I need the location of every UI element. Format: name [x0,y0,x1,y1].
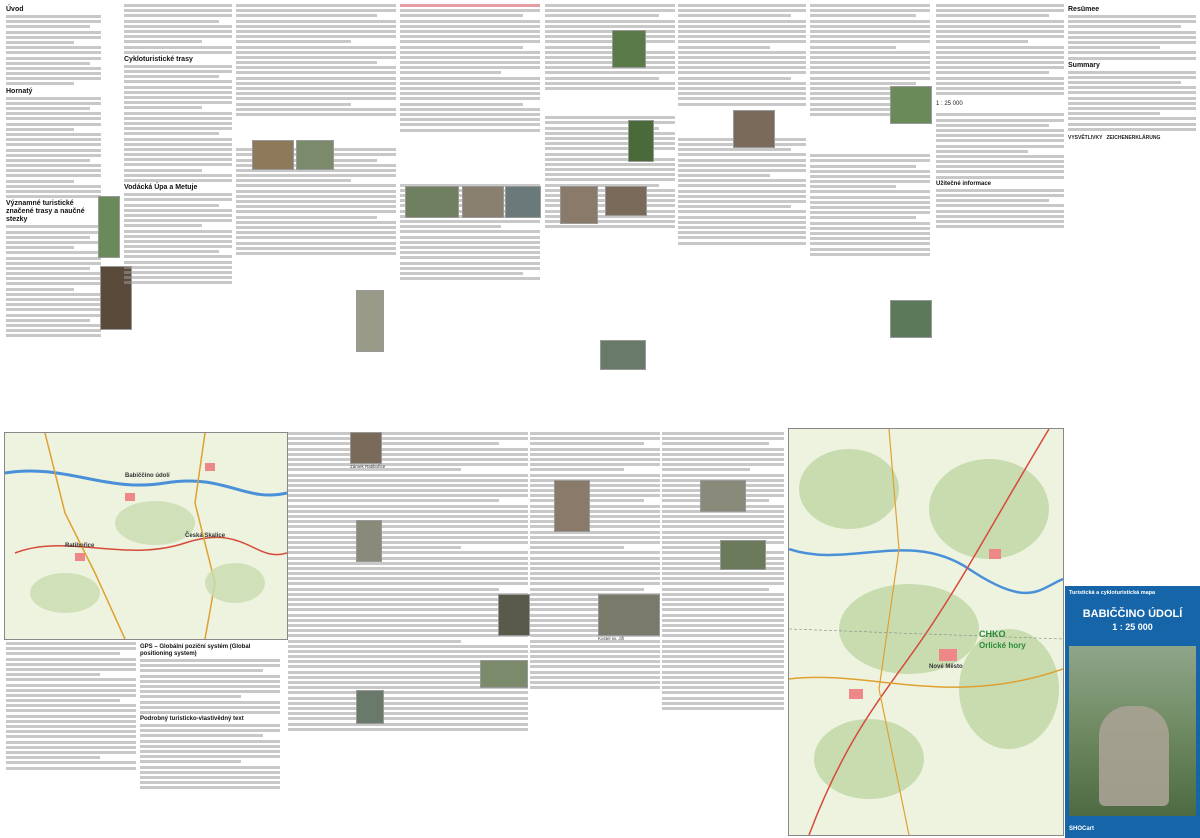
gps-heading: GPS – Globální poziční systém (Global positioning system) [140,644,251,657]
castle-photo [252,140,294,170]
legend-header [1068,135,1196,141]
map-left-label-2: Česká Skalice [185,533,226,539]
opa-heading: Vodácká Úpa a Metuje [124,184,198,192]
tree-photo [628,120,654,162]
resume-heading: Resümee [1068,6,1100,13]
intro-heading: Úvod [6,6,24,13]
mill-photo [480,660,528,688]
town-photo [600,340,646,370]
bust-photo [498,594,530,636]
trails-heading: Významné turistické značené trasy a naučné stezky [6,200,85,224]
street-photo [700,480,746,512]
valley-photo [612,30,646,68]
cover-scale: 1 : 25 000 [1112,622,1153,632]
map-right[interactable] [788,428,1064,836]
chko-label: CHKO [979,629,1006,639]
factory-photo [733,110,775,148]
statue-photo [98,196,120,258]
map-left-svg [5,433,287,639]
orlicke-hory-label: Orlické hory [979,641,1026,650]
map-right-svg [789,429,1063,835]
text-column-3 [236,4,396,414]
map-left[interactable] [4,432,288,640]
cover-photo [1069,646,1196,816]
map-left-label-3: Ratibořice [65,543,95,549]
legend-de: ZEICHENERKLÄRUNG [1106,134,1161,141]
monument-thumb [356,520,382,562]
cover-panel [1065,586,1200,838]
text-bottom-left [6,642,136,834]
church-caption: Kostel sv. Jiří [598,636,625,641]
map-left-label-1: Babiččino údolí [125,473,170,479]
house-photo [405,186,459,218]
castle-thumb [350,432,382,464]
text-column-8 [936,4,1064,414]
text-column-1 [6,4,101,414]
cover-top-label: Turistická a cykloturistická mapa [1069,590,1156,596]
publisher-logo: SHOCart [1069,826,1095,832]
chapel-photo [296,140,334,170]
mansion-photo [605,186,647,216]
cover-title: BABIČČINO ÚDOLÍ [1082,608,1183,620]
square-photo [720,540,766,570]
text-bottom-left-2 [140,642,280,834]
summary-heading: Summary [1068,61,1100,69]
nove-mesto-label: Nové Město [929,664,963,670]
church-photo [462,186,504,218]
scale-label: 1 : 25 000 [936,101,963,108]
villa-photo [560,186,598,224]
text-column-7 [810,4,930,414]
station-photo [505,186,541,218]
text-column-2 [124,4,232,414]
useful-info-heading: Užitečné informace [936,180,992,187]
church-tower-photo [598,594,660,636]
palace-photo [554,480,590,532]
text-column-right [1068,4,1196,584]
hiking-heading: Hornatý [6,87,33,95]
legend-text-heading: Podrobný turisticko-vlastivědný text [140,716,244,723]
text-middle-bottom [288,432,528,832]
chapel-thumb [356,690,384,724]
text-column-6 [678,4,806,414]
castle-caption: Zámek Ratibořice [350,464,386,469]
cycling-heading: Cykloturistické trasy [124,55,193,63]
tower-photo [356,290,384,352]
legend-cz: VYSVĚTLIVKY [1068,134,1103,141]
cottage-photo [890,300,932,338]
farmhouse-photo [890,86,932,124]
statue-figures [1099,706,1169,806]
